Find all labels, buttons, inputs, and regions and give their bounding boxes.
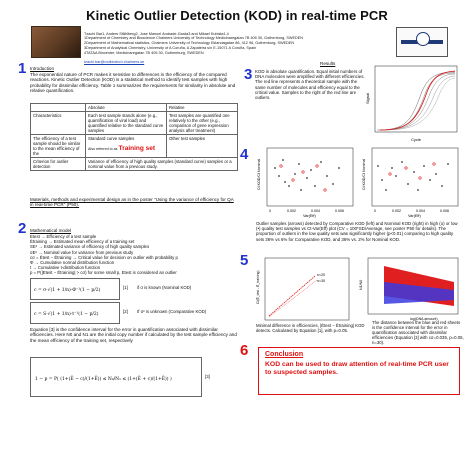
table-header-row (31, 104, 238, 112)
requirements-table (30, 103, 238, 171)
table-cell: Characteristics (31, 112, 86, 135)
kod-left-xtick: 0 (269, 209, 271, 213)
table-cell (86, 135, 167, 158)
definition-line: cσ = Ētest − Ētraining → Critical value for decision on outlier with probability p (30, 254, 178, 260)
definition-line: Φ → Cumulative normal distribution function (30, 260, 115, 266)
ci-surface-plot (358, 256, 462, 322)
kod-left-xtick: 0.004 (311, 209, 320, 213)
definitions-list (30, 234, 240, 276)
kod-scatter-left-svg (255, 146, 355, 218)
section-3-text: KOD in absolute quantification. Equal initial numbers of DNA molecules were amplified with different efficiencies. The red line represents a theoretical sample with the same number of molecules and efficiency equal to the critical value. Samples to the right of the red line are outliers. (255, 69, 365, 101)
materials-note: Materials, methods and experimental design as in the poster "Using the variance of efficiency for QA in real-time PCR" (P50). (30, 197, 234, 208)
kod-right-xtick: 0.006 (440, 209, 449, 213)
kod-left-xlabel: Var(Eff) (303, 214, 316, 218)
equation-3-box (30, 357, 202, 397)
definition-line: SE² → Estimated variance of efficiency of high quality samples (30, 244, 150, 250)
section-1-heading: Introduction (30, 66, 55, 71)
section-5-surface-text: The distance between the blue and red sheets is the confidence interval for the error in quantification associated with dissimilar efficiencies (Equation [3] with cσ=0.035, p=0.05, n=30). (372, 320, 464, 346)
section-6-number: 6 (240, 342, 249, 359)
equation-3-text: Equation [3] is the confidence interval for the error in quantification associated with dissimilar efficiencies. Here N0 and N1 are the initial copy number if calculated by the test sample efficiency and the mean efficiency of the training set, respectively (30, 327, 237, 343)
kod-right-xtick: 0 (374, 209, 376, 213)
table-header-cell (31, 104, 86, 112)
equation-2-box (30, 302, 120, 324)
equation-2-formula (31, 303, 119, 323)
also-referred-label: Also referred to as (88, 147, 118, 151)
equation-2-label: [2] (123, 309, 128, 314)
kod-left-xtick: 0.006 (335, 209, 344, 213)
conclusion-text: KOD can be used to draw attention of real-time PCR user to suspected samples. (265, 361, 449, 377)
table-cell-text: Standard curve samples (88, 136, 135, 141)
section-5-text: Minimal difference in efficiencies, |Ētest − Ētraining| KOD detects. Calculated by Equation [1], with p=0.05. (256, 323, 365, 334)
table-cell: Test samples are quantified one relatively to the other (e.g., comparison of gene expression analysis after treatment) (167, 112, 238, 135)
amplification-plot-svg (365, 64, 461, 144)
table-cell: Each test sample stands alone (e.g., quantification of viral load) and quantified relative to the standard curve samples (86, 112, 167, 135)
kod-scatter-right (360, 146, 460, 218)
table-header-cell: Absolute (86, 104, 167, 112)
section-1-number: 1 (18, 60, 27, 77)
amplification-xlabel: Cycle (411, 137, 422, 142)
table-row (31, 158, 238, 171)
equation-1-formula (31, 279, 119, 299)
svg-text:c = S·√(1 + 1/n)·t⁻¹(1 − p/2): c = S·√(1 + 1/n)·t⁻¹(1 − p/2) (34, 312, 99, 317)
kod-right-xtick: 0.002 (392, 209, 401, 213)
kod-scatter-right-svg (360, 146, 460, 218)
authors-text: Tzachi Bar1, Anders Ståhlberg2, Jose Manuel Andrade-Garda3 and Mikael Kubista1,4 1Department of Chemistry and Bioscience Chalmers University of Technology Medicinaregatan 7B 405 30, Gothenburg, SWEDEN 2Department of Mathematical statistics, Chalmers University of Technology Eklandagatan 86, 412 96, Gothenburg, SWEDEN 3Department of Analytical Chemistry, University of A Coruña, A Zapateira s/n E-15071 A Coruña, Spain 4TATAA Biocenter, Medicinaregatan 7B 405 30, Gothenburg, SWEDEN (84, 31, 303, 55)
section-2-heading: Mathematical model (30, 228, 72, 233)
section-1-text: The exponential nature of PCR makes it sensitive to differences in the efficiency of the compared reactions. Kinetic Outlier Detection (KOD) is a statistical method to identify test samples with high probability for dissimilar efficiency. Table 1 summarizes the requirements for similarity in absolute and relative quantification. (30, 72, 236, 94)
contact-email[interactable]: tzachi.bar@molbiotech.chalmers.se (84, 59, 145, 64)
conclusion-box (258, 347, 460, 395)
equation-1-note: if σ is known (Nominal KOD) (137, 285, 192, 290)
section-5-number: 5 (240, 252, 249, 269)
ci-surface-plot-svg (358, 256, 462, 322)
min-diff-ylabel: CI(Ē_test - Ē_training) (256, 270, 260, 304)
author-photo (31, 26, 81, 58)
definition-line: Ētraining → Estimated mean efficiency of a training set (30, 239, 135, 245)
section-3-number: 3 (244, 66, 253, 83)
requirements-table-wrap (30, 103, 238, 171)
definition-line: t → Cumulative t-distribution function (30, 265, 101, 271)
svg-text:1 − p = P( (1+(Ē − c)/(1+Ē)) ≤: 1 − p = P( (1+(Ē − c)/(1+Ē)) ≤ N₀/N₁ ≤ (1+(Ē + c)/(1+Ē)) ) (35, 377, 172, 382)
min-difference-plot-svg (255, 256, 353, 326)
table-cell: Criterion for outlier detection (31, 158, 86, 171)
section-4-text: Outlier samples (arrows) detected by Comparative KOD (left) and Nominal KOD (right) in high (o) or low (•) quality test samples vs Ct-Var(Eff) plot (CV = 100*SD/Average, see poster P50 for details). The proportion of outliers in the low quality sets was significantly higher (p<0.01) comparing to high quality sets 36% vs 6% for Comparative KOD, and 36% vs. 2% for Nominal KOD. (256, 221, 458, 242)
equation-1-label: [1] (123, 285, 128, 290)
table-cell: Variance of efficiency of high quality samples (standard curve) samples or a nominal value from a previous study. (86, 158, 238, 171)
authors-block (84, 27, 394, 65)
surface-zlabel: N1/N0 (359, 279, 363, 290)
section-3-heading: Results (320, 61, 336, 66)
equation-1-box (30, 278, 120, 300)
amplification-ylabel: Signal (365, 92, 370, 104)
svg-text:c = σ·√(1 + 1/n)·Φ⁻¹(1 − p/2): c = σ·√(1 + 1/n)·Φ⁻¹(1 − p/2) (34, 288, 101, 293)
kod-right-xlabel: Var(Eff) (408, 214, 421, 218)
table-row (31, 135, 238, 158)
university-logo (396, 27, 448, 57)
table-cell: Other test samples (167, 135, 238, 158)
equation-3-label: [3] (205, 374, 210, 379)
kod-scatter-left (255, 146, 355, 218)
kod-right-xtick: 0.004 (416, 209, 425, 213)
training-set-label: Training set (118, 145, 156, 152)
definition-line: p = P(|Etest − Ētraining| > cσ) for some small p, Etest is considered an outlier (30, 270, 177, 276)
definition-line: Etest → Efficiency of a test sample (30, 234, 97, 239)
amplification-plot (365, 64, 461, 144)
min-difference-plot (255, 256, 353, 326)
section-4-number: 4 (240, 146, 249, 163)
definition-line: σE² → Nominal value for variance from previous study (30, 249, 134, 255)
section-2-number: 2 (18, 220, 27, 237)
kod-left-ylabel: Ct KOD/Ct Nominal (257, 158, 261, 190)
table-row (31, 112, 238, 135)
legend-n30: n=30 (317, 279, 326, 283)
table-cell: The efficiency of a test sample should be similar to the mean efficiency of the (31, 135, 86, 158)
conclusion-heading: Conclusion (265, 351, 304, 358)
kod-right-ylabel: Ct KOD/Ct Nominal (362, 158, 366, 190)
surface-xlabel: log(DNA amount) (410, 317, 438, 321)
kod-left-xtick: 0.002 (287, 209, 296, 213)
poster-title: Kinetic Outlier Detection (KOD) in real-time PCR (86, 8, 388, 23)
equation-3-formula (31, 358, 201, 396)
legend-n20: n=20 (317, 273, 326, 277)
equation-2-note: If σ² is unknown (Comparative KOD) (137, 309, 207, 314)
table-header-cell: Relative (167, 104, 238, 112)
